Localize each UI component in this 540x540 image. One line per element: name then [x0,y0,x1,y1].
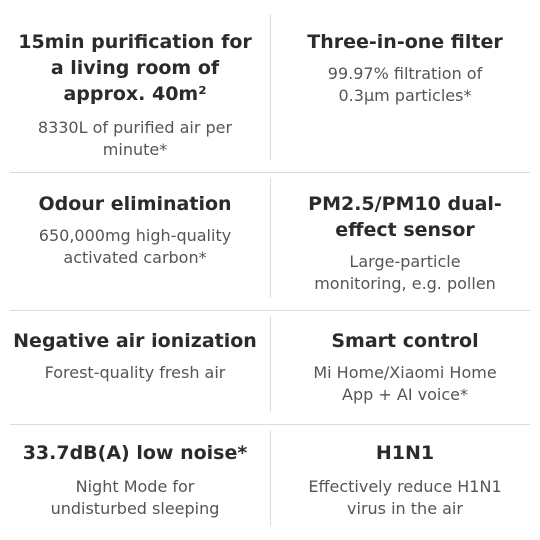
feature-description: Large-particle monitoring, e.g. pollen [314,252,496,293]
feature-card-sensor [270,191,540,295]
feature-card-h1n1 [270,440,540,520]
feature-description: 650,000mg high-quality activated carbon* [38,226,232,267]
feature-title: Negative air ionization [13,330,257,352]
feature-description: Night Mode for undisturbed sleeping [50,477,220,518]
feature-description: Forest-quality fresh air [44,363,226,382]
feature-description: Effectively reduce H1N1 virus in the air [308,477,502,518]
row-divider [10,172,530,173]
feature-title: H1N1 [375,442,435,464]
feature-card-ionization [0,328,270,384]
feature-title: 33.7dB(A) low noise* [22,442,248,464]
row-divider [10,310,530,311]
feature-title: Odour elimination [38,193,232,215]
feature-description: 8330L of purified air per minute* [37,118,233,159]
row-divider [10,424,530,425]
feature-title: 15min purification for a living room of approx. 40m² [18,31,252,105]
feature-card-smart-control [270,328,540,406]
feature-title: Smart control [331,330,479,352]
feature-description: Mi Home/Xiaomi Home App + AI voice* [313,363,497,404]
feature-card-odour [0,191,270,269]
feature-card-low-noise [0,440,270,520]
feature-description: 99.97% filtration of 0.3μm particles* [327,64,483,105]
feature-title: PM2.5/PM10 dual- effect sensor [308,193,502,241]
feature-card-filter [270,29,540,107]
feature-title: Three-in-one filter [307,31,503,53]
feature-card-purification [0,29,270,161]
